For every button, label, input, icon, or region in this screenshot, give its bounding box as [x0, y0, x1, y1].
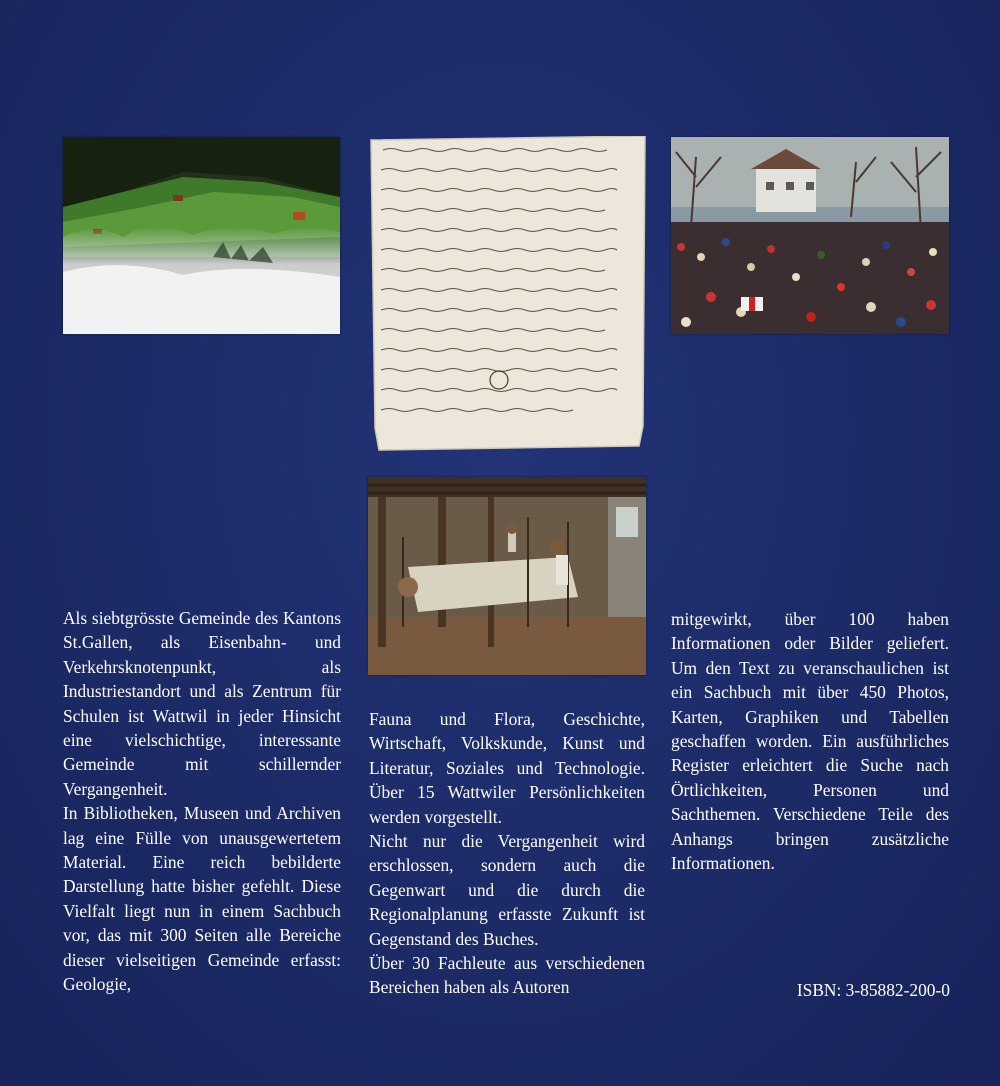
- text-column-right: [671, 607, 949, 875]
- isbn-number: ISBN: 3-85882-200-0: [796, 980, 950, 1000]
- paragraph: In Bibliotheken, Museen und Archiven lag eine Fülle von unausgewertetem Material. Eine reich bebilderte Darstellung hatte bisher gefehlt. Diese Vielfalt liegt nun in einem Sachbuch vor, das mit 300 Seiten alle Bereiche dieser vielseitigen Gemeinde erfasst: Geologie,: [63, 803, 341, 995]
- crowd-photo: [671, 137, 949, 334]
- paragraph: Nicht nur die Vergangenheit wird erschlossen, sondern auch die Gegenwart und die durch die Regionalplanung erfasste Zukunft ist Gegenstand des Buches.: [369, 831, 645, 949]
- paragraph: Über 30 Fachleute aus verschiedenen Bereichen haben als Autoren: [369, 953, 645, 998]
- text-column-left: [63, 606, 341, 997]
- paragraph: Fauna und Flora, Geschichte, Wirtschaft, Volkskunde, Kunst und Literatur, Soziales und Technologie. Über 15 Wattwiler Persönlichkeiten werden vorgestellt.: [369, 709, 645, 827]
- weaving-painting: [368, 477, 646, 675]
- landscape-photo: [63, 137, 340, 334]
- paragraph: Als siebtgrösste Gemeinde des Kantons St.Gallen, als Eisenbahn- und Verkehrsknotenpunkt, als Industriestandort und als Zentrum für Schulen ist Wattwil in jeder Hinsicht eine vielschichtige, interessante Gemeinde mit schillernder Vergangenheit.: [63, 608, 341, 799]
- text-column-middle: [369, 707, 645, 1000]
- paragraph: mitgewirkt, über 100 haben Informationen oder Bilder geliefert. Um den Text zu veranschaulichen ist ein Sachbuch mit über 450 Photos, Karten, Graphiken und Tabellen geschaffen worden. Ein ausführliches Register erleichtert die Suche nach Örtlichkeiten, Personen und Sachthemen. Verschiedene Teile des Anhangs bringen zusätzliche Informationen.: [671, 609, 949, 874]
- manuscript-image: [369, 136, 647, 451]
